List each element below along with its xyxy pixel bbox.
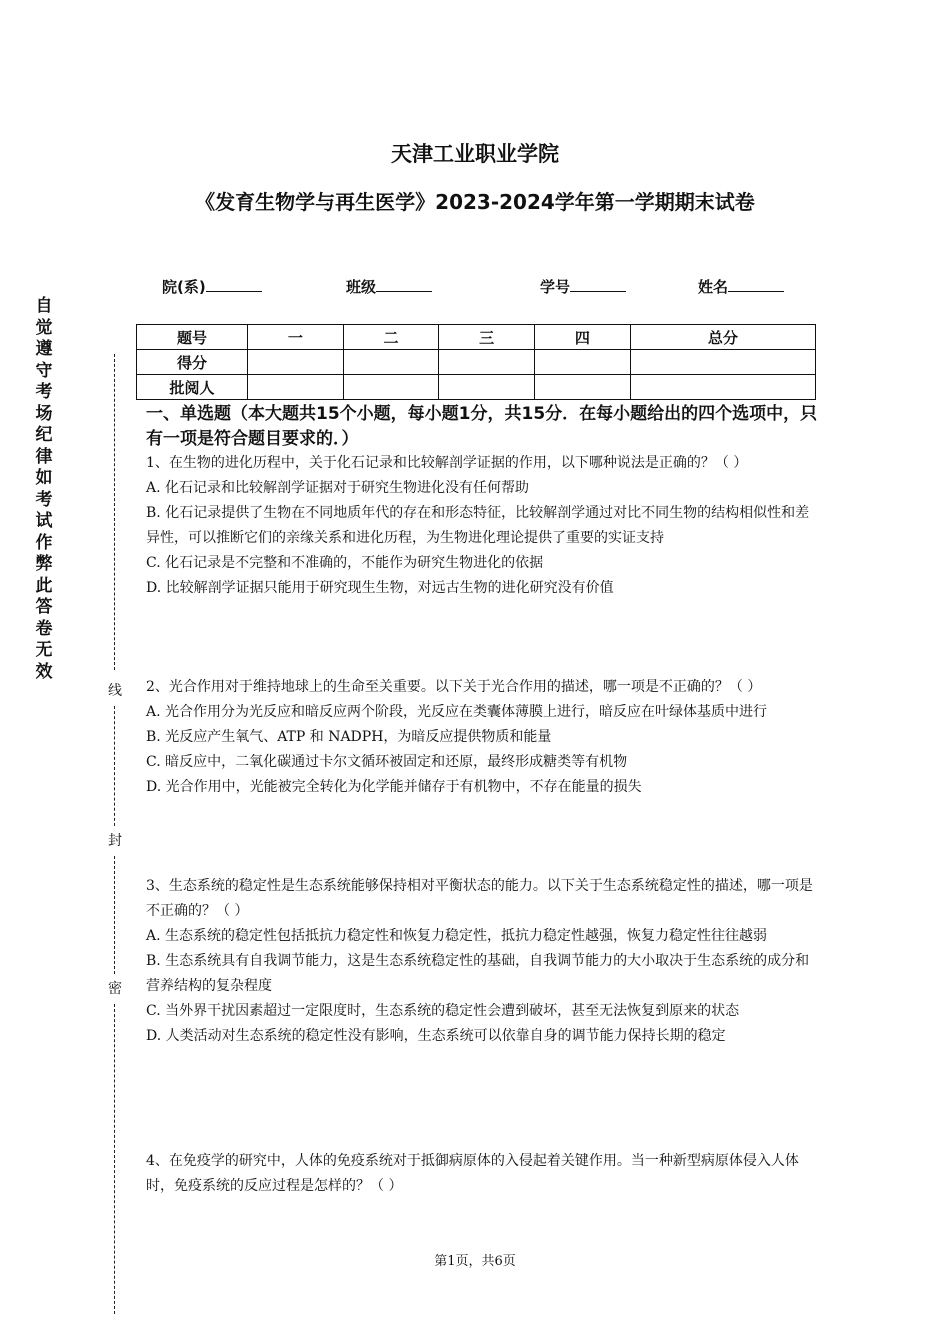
option-a[interactable]: A. 光合作用分为光反应和暗反应两个阶段，光反应在类囊体薄膜上进行，暗反应在叶绿体基质中进行	[146, 704, 768, 720]
class-label: 班级	[346, 278, 377, 296]
score-cell[interactable]	[439, 350, 535, 375]
seal-line-segment	[114, 706, 115, 826]
score-cell[interactable]	[630, 350, 815, 375]
column-1: 一	[248, 325, 344, 350]
score-cell[interactable]	[248, 350, 344, 375]
grader-cell[interactable]	[630, 375, 815, 400]
section-1-heading: 一、单选题（本大题共15个小题，每小题1分，共15分．在每小题给出的四个选项中，只有一项是符合题目要求的．）	[146, 404, 818, 449]
option-b[interactable]: B. 化石记录提供了生物在不同地质年代的存在和形态特征，比较解剖学通过对比不同生物的结构相似性和差异性，可以推断它们的亲缘关系和进化历程，为生物进化理论提供了重要的实证支持	[146, 505, 810, 546]
option-d[interactable]: D. 光合作用中，光能被完全转化为化学能并储存于有机物中，不存在能量的损失	[146, 779, 642, 795]
score-table	[136, 324, 816, 400]
grader-cell[interactable]	[248, 375, 344, 400]
column-total: 总分	[630, 325, 815, 350]
exam-discipline-notice: 自觉遵守考场纪律如考试作弊此答卷无效	[35, 296, 53, 682]
seal-mark-secret: 密	[108, 981, 122, 997]
name-blank[interactable]	[728, 277, 784, 292]
column-3: 三	[439, 325, 535, 350]
class-field	[346, 276, 432, 297]
question-2	[146, 675, 818, 800]
score-table-header-row	[137, 325, 816, 350]
option-d[interactable]: D. 比较解剖学证据只能用于研究现生生物，对远古生物的进化研究没有价值	[146, 580, 614, 596]
question-4	[146, 1149, 818, 1199]
column-4: 四	[535, 325, 631, 350]
score-cell[interactable]	[535, 350, 631, 375]
option-b[interactable]: B. 光反应产生氧气、ATP 和 NADPH，为暗反应提供物质和能量	[146, 729, 552, 745]
student-id-field	[540, 276, 626, 297]
exam-title: 《发育生物学与再生医学》2023-2024学年第一学期期末试卷	[195, 190, 755, 214]
grader-cell[interactable]	[343, 375, 439, 400]
grader-cell[interactable]	[439, 375, 535, 400]
seal-mark-line: 线	[108, 683, 122, 699]
student-id-label: 学号	[540, 278, 571, 296]
column-2: 二	[343, 325, 439, 350]
option-a[interactable]: A. 生态系统的稳定性包括抵抗力稳定性和恢复力稳定性，抵抗力稳定性越强，恢复力稳定性往往越弱	[146, 928, 768, 944]
question-stem: 3、生态系统的稳定性是生态系统能够保持相对平衡状态的能力。以下关于生态系统稳定性的描述，哪一项是不正确的？（ ）	[146, 878, 813, 919]
student-id-blank[interactable]	[570, 277, 626, 292]
option-b[interactable]: B. 生态系统具有自我调节能力，这是生态系统稳定性的基础，自我调节能力的大小取决于生态系统的成分和营养结构的复杂程度	[146, 953, 810, 994]
score-cell[interactable]	[343, 350, 439, 375]
question-stem: 1、在生物的进化历程中，关于化石记录和比较解剖学证据的作用，以下哪种说法是正确的？（ ）	[146, 455, 748, 471]
seal-line-segment	[114, 856, 115, 974]
dept-label: 院(系)	[162, 278, 206, 296]
institution-title: 天津工业职业学院	[391, 142, 559, 166]
seal-line-segment	[114, 354, 115, 670]
dept-blank[interactable]	[206, 277, 262, 292]
option-a[interactable]: A. 化石记录和比较解剖学证据对于研究生物进化没有任何帮助	[146, 480, 530, 496]
question-1	[146, 451, 818, 601]
class-blank[interactable]	[376, 277, 432, 292]
score-table-grader-row	[137, 375, 816, 400]
row-label-score: 得分	[137, 350, 248, 375]
question-stem: 2、光合作用对于维持地球上的生命至关重要。以下关于光合作用的描述，哪一项是不正确的？（ ）	[146, 679, 762, 695]
row-label-grader: 批阅人	[137, 375, 248, 400]
seal-mark-seal: 封	[108, 833, 122, 849]
option-d[interactable]: D. 人类活动对生态系统的稳定性没有影响，生态系统可以依靠自身的调节能力保持长期的稳定	[146, 1028, 726, 1044]
name-label: 姓名	[698, 278, 729, 296]
row-label-number: 题号	[137, 325, 248, 350]
option-c[interactable]: C. 化石记录是不完整和不准确的，不能作为研究生物进化的依据	[146, 555, 544, 571]
dept-field	[162, 276, 262, 297]
question-3	[146, 874, 818, 1049]
option-c[interactable]: C. 暗反应中，二氧化碳通过卡尔文循环被固定和还原，最终形成糖类等有机物	[146, 754, 628, 770]
page-number: 第1页，共6页	[434, 1254, 516, 1269]
question-stem: 4、在免疫学的研究中，人体的免疫系统对于抵御病原体的入侵起着关键作用。当一种新型病原体侵入人体时，免疫系统的反应过程是怎样的？（ ）	[146, 1153, 799, 1194]
name-field	[698, 276, 784, 297]
option-c[interactable]: C. 当外界干扰因素超过一定限度时，生态系统的稳定性会遭到破坏，甚至无法恢复到原来的状态	[146, 1003, 740, 1019]
grader-cell[interactable]	[535, 375, 631, 400]
score-table-score-row	[137, 350, 816, 375]
